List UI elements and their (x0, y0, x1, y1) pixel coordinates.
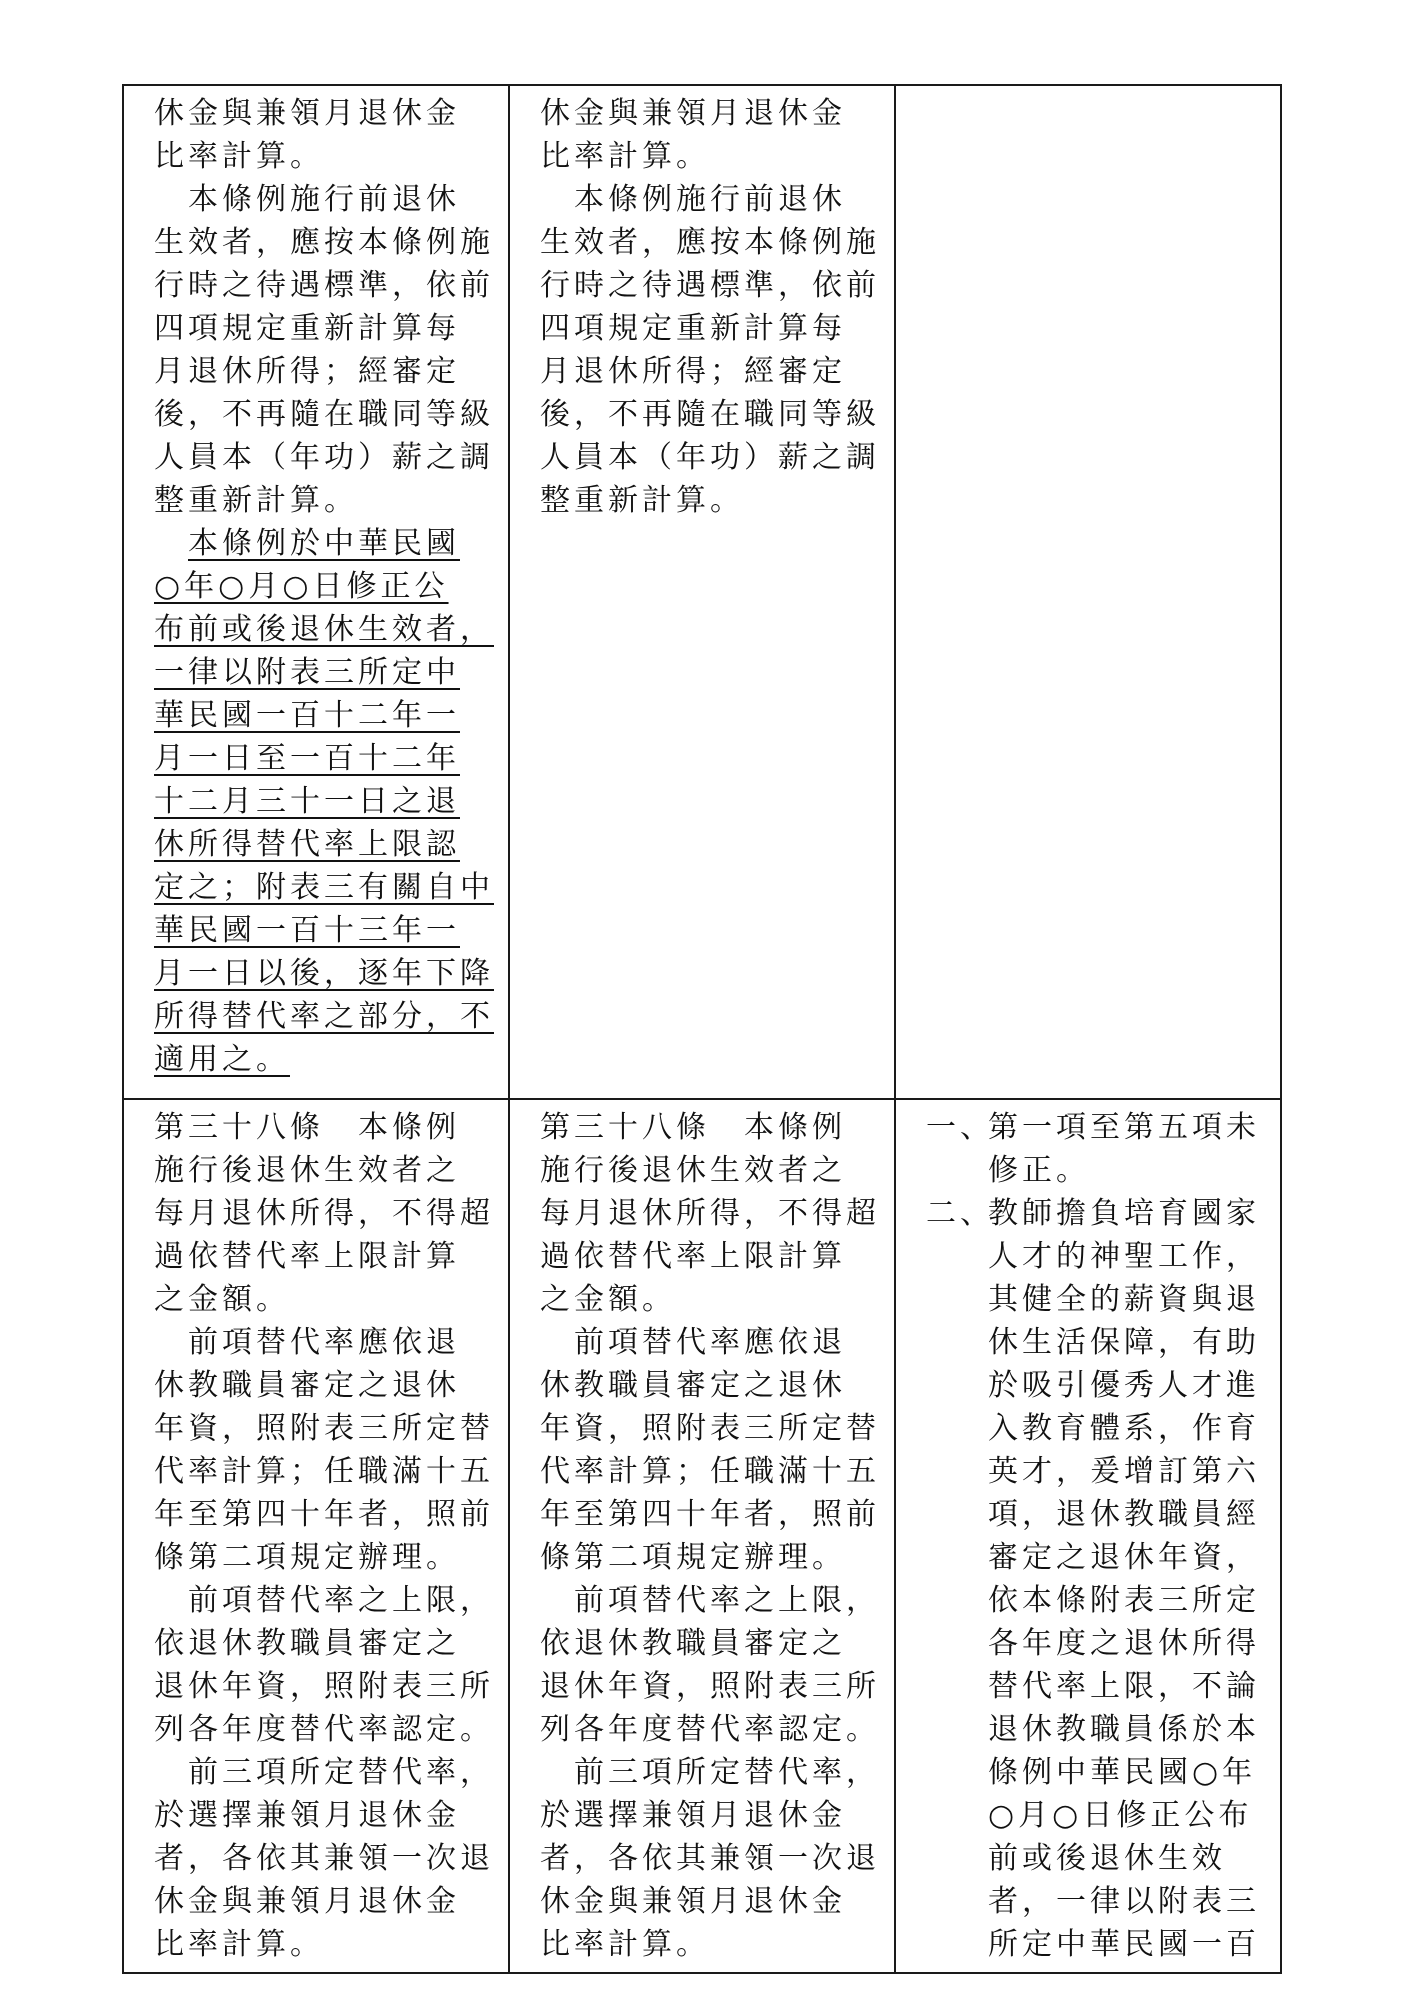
text-line: 行時之待遇標準，依前 (154, 268, 494, 303)
underlined-new-text: 華民國一百十二年一 (154, 698, 460, 733)
amended-text-cell (123, 85, 509, 1099)
note-line: 依本條附表三所定 (988, 1583, 1260, 1618)
text-line: 之金額。 (540, 1282, 676, 1317)
table-row (123, 1099, 1281, 1973)
text-line: 每月退休所得，不得超 (540, 1196, 880, 1231)
text-line: 前項替代率之上限， (188, 1583, 494, 1618)
underlined-new-text: 十二月三十一日之退 (154, 784, 460, 819)
text-line: 比率計算。 (540, 1927, 710, 1962)
text-line: 列各年度替代率認定。 (154, 1712, 494, 1747)
text-line: 施行後退休生效者之 (540, 1153, 846, 1188)
note-line: 英才，爰增訂第六 (988, 1454, 1260, 1489)
text-line: 休金與兼領月退休金 (154, 1884, 460, 1919)
current-text-cell (509, 1099, 895, 1973)
text-line: 年資，照附表三所定替 (154, 1411, 494, 1446)
note-line: 者，一律以附表三 (988, 1884, 1260, 1919)
underlined-new-text: 休所得替代率上限認 (154, 827, 460, 862)
text-line: 退休年資，照附表三所 (540, 1669, 880, 1704)
note-line: 條例中華民國○年 (988, 1755, 1257, 1790)
text-line: 後，不再隨在職同等級 (154, 397, 494, 432)
text-line: 四項規定重新計算每 (540, 311, 846, 346)
text-line: 施行後退休生效者之 (154, 1153, 460, 1188)
underlined-new-text: 一律以附表三所定中 (154, 655, 460, 690)
text-line: 條第二項規定辦理。 (154, 1540, 460, 1575)
table-row (123, 85, 1281, 1099)
underlined-new-text: 布前或後退休生效者， (154, 612, 494, 647)
text-line: 本條例施行前退休 (574, 182, 846, 217)
note-line: 前或後退休生效 (988, 1841, 1226, 1876)
note-line: 其健全的薪資與退 (988, 1282, 1260, 1317)
text-line: 整重新計算。 (540, 483, 744, 518)
underlined-new-text: 所得替代率之部分，不 (154, 999, 494, 1034)
note-line: 入教育體系，作育 (988, 1411, 1260, 1446)
text-line: 休金與兼領月退休金 (540, 96, 846, 131)
text-line: 前項替代率應依退 (574, 1325, 846, 1360)
explanation-cell (895, 1099, 1281, 1973)
text-line: 行時之待遇標準，依前 (540, 268, 880, 303)
note-line: 教師擔負培育國家 (988, 1196, 1260, 1231)
text-line: 整重新計算。 (154, 483, 358, 518)
text-line: 前項替代率之上限， (574, 1583, 880, 1618)
underlined-new-text: ○年○月○日修正公 (154, 569, 449, 604)
note-line: ○月○日修正公布 (988, 1798, 1253, 1833)
text-line: 後，不再隨在職同等級 (540, 397, 880, 432)
note-line: 休生活保障，有助 (988, 1325, 1260, 1360)
text-line: 過依替代率上限計算 (154, 1239, 460, 1274)
explanation-cell (895, 85, 1281, 1099)
note-line: 修正。 (988, 1153, 1090, 1188)
text-line: 本條例施行前退休 (188, 182, 460, 217)
note-marker: 一、 (926, 1110, 994, 1145)
text-line: 依退休教職員審定之 (540, 1626, 846, 1661)
text-line: 休教職員審定之退休 (540, 1368, 846, 1403)
text-line: 第三十八條 本條例 (540, 1110, 846, 1145)
text-line: 生效者，應按本條例施 (154, 225, 494, 260)
note-line: 人才的神聖工作， (988, 1239, 1260, 1274)
underlined-new-text: 本條例於中華民國 (188, 526, 460, 561)
text-line: 代率計算；任職滿十五 (154, 1454, 494, 1489)
text-line: 條第二項規定辦理。 (540, 1540, 846, 1575)
note-line: 所定中華民國一百 (988, 1927, 1260, 1962)
note-marker: 二、 (926, 1196, 994, 1231)
text-line: 者，各依其兼領一次退 (540, 1841, 880, 1876)
text-line: 比率計算。 (154, 139, 324, 174)
text-line: 休教職員審定之退休 (154, 1368, 460, 1403)
text-line: 人員本（年功）薪之調 (154, 440, 494, 475)
text-line: 月退休所得；經審定 (154, 354, 460, 389)
current-text-cell (509, 85, 895, 1099)
note-line: 替代率上限，不論 (988, 1669, 1260, 1704)
text-line: 之金額。 (154, 1282, 290, 1317)
note-line: 項，退休教職員經 (988, 1497, 1260, 1532)
text-line: 前三項所定替代率， (574, 1755, 880, 1790)
text-line: 四項規定重新計算每 (154, 311, 460, 346)
text-line: 於選擇兼領月退休金 (540, 1798, 846, 1833)
text-line: 第三十八條 本條例 (154, 1110, 460, 1145)
text-line: 年資，照附表三所定替 (540, 1411, 880, 1446)
text-line: 列各年度替代率認定。 (540, 1712, 880, 1747)
underlined-new-text: 月一日至一百十二年 (154, 741, 460, 776)
text-line: 休金與兼領月退休金 (154, 96, 460, 131)
underlined-new-text: 月一日以後，逐年下降 (154, 956, 494, 991)
text-line: 比率計算。 (540, 139, 710, 174)
text-line: 退休年資，照附表三所 (154, 1669, 494, 1704)
text-line: 每月退休所得，不得超 (154, 1196, 494, 1231)
text-line: 生效者，應按本條例施 (540, 225, 880, 260)
text-line: 於選擇兼領月退休金 (154, 1798, 460, 1833)
note-line: 退休教職員係於本 (988, 1712, 1260, 1747)
text-line: 依退休教職員審定之 (154, 1626, 460, 1661)
text-line: 代率計算；任職滿十五 (540, 1454, 880, 1489)
underlined-new-text: 華民國一百十三年一 (154, 913, 460, 948)
note-item (926, 1192, 1260, 1966)
note-line: 於吸引優秀人才進 (988, 1368, 1260, 1403)
text-line: 前項替代率應依退 (188, 1325, 460, 1360)
text-line: 年至第四十年者，照前 (154, 1497, 494, 1532)
text-line: 人員本（年功）薪之調 (540, 440, 880, 475)
text-line: 比率計算。 (154, 1927, 324, 1962)
underlined-new-text: 適用之。 (154, 1042, 290, 1077)
text-line: 過依替代率上限計算 (540, 1239, 846, 1274)
text-line: 休金與兼領月退休金 (540, 1884, 846, 1919)
text-line: 月退休所得；經審定 (540, 354, 846, 389)
underlined-new-text: 定之；附表三有關自中 (154, 870, 494, 905)
amended-text-cell (123, 1099, 509, 1973)
note-item (926, 1106, 1260, 1192)
note-line: 第一項至第五項未 (988, 1110, 1260, 1145)
text-line: 年至第四十年者，照前 (540, 1497, 880, 1532)
note-line: 審定之退休年資， (988, 1540, 1260, 1575)
note-line: 各年度之退休所得 (988, 1626, 1260, 1661)
text-line: 前三項所定替代率， (188, 1755, 494, 1790)
comparison-table (122, 84, 1282, 1974)
text-line: 者，各依其兼領一次退 (154, 1841, 494, 1876)
